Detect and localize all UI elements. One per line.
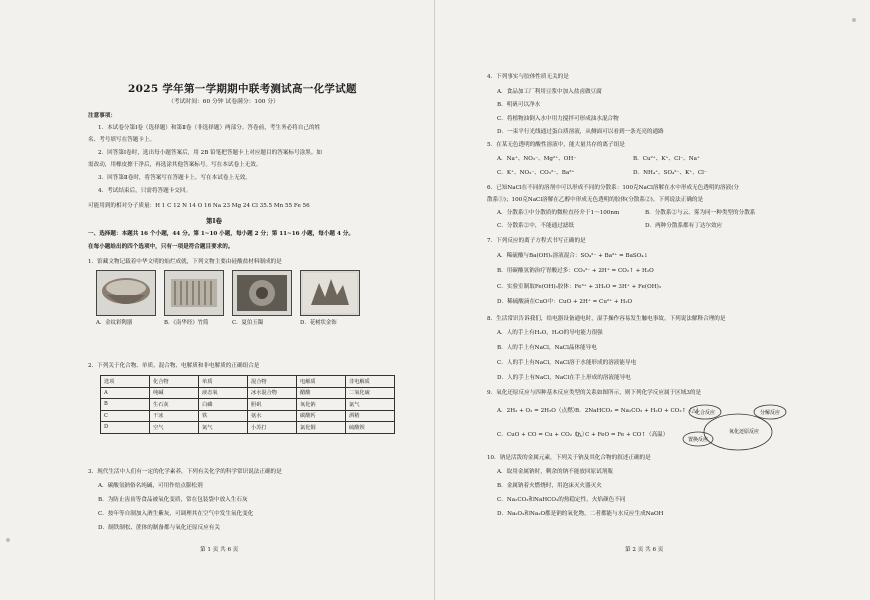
venn-label: 置换反应 — [687, 437, 709, 443]
table-cell: B — [101, 399, 150, 411]
q1-image-row — [96, 270, 358, 336]
table-cell: 铁 — [199, 410, 248, 422]
question-7: 7．下列反应的离子方程式书写正确的是 — [487, 238, 586, 244]
question-6-line-2: 散系①)；100克NaCl溶解在乙醇中形成无色透明的胶体(分散系②)。下列说法正确的是 — [487, 197, 704, 203]
option-a: A．食品加工厂利用豆浆中加入盐卤做豆腐 — [497, 89, 602, 95]
question-2: 2．下列关于化合物、单质、混合物、电解质和非电解质的正确组合是 — [88, 363, 260, 369]
section-heading: 一、选择题：本题共 16 个小题，44 分。第 1~10 小题，每小题 2 分；第 11~16 小题，每小题 4 分。 — [88, 231, 354, 237]
table-cell: 氧化钠 — [297, 399, 346, 411]
jade-image — [232, 270, 292, 316]
option-c: C．CuO + CO = Cu + CO₂（△） — [497, 432, 588, 438]
table-cell: 冰水混合物 — [248, 387, 297, 399]
table-cell: 二氧化硫 — [346, 387, 395, 399]
option-d: D．制铁制松、蔗体的制备都与氧化还原反应有关 — [98, 525, 220, 531]
note-line: 4．考试结束后，只需将答题卡交回。 — [98, 188, 192, 194]
note-line: 2．回答第Ⅰ卷时，选出每小题答案后，用 2B 铅笔把答题卡上对应题目的答案标号涂黑。如 — [98, 150, 322, 156]
classification-table — [100, 375, 395, 434]
option-b: B．人的手上有NaCl，NaCl晶体能导电 — [497, 345, 597, 351]
table-cell: 氯化铜 — [297, 422, 346, 434]
table-header-cell: 电解质 — [297, 376, 346, 388]
notes-heading: 注意事项： — [88, 113, 116, 119]
table-cell: 酒精 — [346, 410, 395, 422]
option-c: C．实验室制取Fe(OH)₃胶体：Fe³⁺ + 3H₂O = 3H⁺ + Fe(OH)₃ — [497, 284, 662, 290]
option-c: C．Na₂CO₃和NaHCO₃的热稳定性，火焰颜色不同 — [497, 497, 626, 503]
option-d: D．一束平行光线通过蛋白质溶液，从侧面可以看到一条光亮的通路 — [497, 129, 664, 135]
note-line: 3．回答第Ⅱ卷时，将答案写在答题卡上。写在本试卷上无效。 — [98, 175, 251, 181]
table-cell: 生石灰 — [150, 399, 199, 411]
option-c: C．分散系②中，不能通过滤纸 — [497, 223, 574, 229]
option-a: A．取用金属钠时，剩余的钠不能放回原试剂瓶 — [497, 469, 613, 475]
option-d: D．NH₄⁺、SO₄²⁻、K⁺、Cl⁻ — [633, 170, 707, 176]
page-footer: 第 2 页 共 6 页 — [625, 547, 664, 553]
table-cell: 干冰 — [150, 410, 199, 422]
table-cell: 白磷 — [199, 399, 248, 411]
venn-label: 氧化还原反应 — [728, 429, 760, 435]
volume-heading: 第Ⅰ卷 — [206, 217, 223, 225]
table-cell: 液态氧 — [199, 387, 248, 399]
option-a: A．碳酸氢钠俗名纯碱，可用作焙点膨松剂 — [98, 483, 203, 489]
table-cell: 氨水 — [248, 410, 297, 422]
question-8: 8．生活常识告诉我们，给电器设备通电时，湿手操作容易发生触电事故。下列说法解释合理的是 — [487, 316, 726, 322]
note-line: 名、考号填写在答题卡上。 — [88, 137, 156, 143]
table-header-row — [101, 376, 395, 388]
exam-title: 2025 学年第一学期期中联考测试高一化学试题 — [128, 83, 357, 95]
gold-ornament-image — [300, 270, 360, 316]
table-cell: 纯碱 — [150, 387, 199, 399]
table-cell: 空气 — [150, 422, 199, 434]
question-5: 5．在某无色透明的酸性溶液中，能大量共存的离子组是 — [487, 142, 625, 148]
table-header-cell: 选项 — [101, 376, 150, 388]
option-b: B．《南华经》竹简 — [164, 320, 209, 326]
reaction-venn-diagram — [680, 402, 790, 457]
option-a: A．金纹彩陶器 — [96, 320, 133, 326]
table-cell: 碳酸钙 — [297, 410, 346, 422]
pottery-image — [96, 270, 156, 316]
option-a: A．2H₂ + O₂ = 2H₂O（点燃） — [497, 408, 579, 414]
option-d: D．Na₂O₂和Na₂O都是钠的氧化物，二者都能与水反应生成NaOH — [497, 511, 664, 517]
question-4: 4．下列事实与胶体性质无关的是 — [487, 74, 569, 80]
question-6-line-1: 6．已知NaCl在不同的溶剂中可以形成不同的分散系：100克NaCl溶解在水中形成无色透明的溶液(分 — [487, 185, 739, 191]
option-c: C．人的手上有NaCl，NaCl溶于水能形成的溶液能导电 — [497, 360, 637, 366]
table-cell: 氯气 — [346, 399, 395, 411]
option-a: A．Na⁺、NO₃⁻、Mg²⁺、OH⁻ — [497, 156, 577, 162]
table-cell: 醋酸 — [297, 387, 346, 399]
option-b: B．金属钠着火燃烧时，用泡沫灭火器灭火 — [497, 483, 602, 489]
option-a: A．分散系①中分散质的微粒直径介于1～100nm — [497, 210, 620, 216]
option-c: C．K⁺、NO₃⁻、CO₃²⁻、Ba²⁺ — [497, 170, 575, 176]
question-1: 1．馆藏文物记载着中华文明的灿烂成就，下列文物主要由硅酸盐材料制成的是 — [88, 259, 282, 265]
option-c: C．按年等自制加入酒生紫灰，可调理其在空气中发生氧化变化 — [98, 511, 254, 517]
option-b: B．2NaHCO₃ = Na₂CO₃ + H₂O + CO₂↑（△） — [575, 408, 702, 414]
option-b: B．用碳酸氢钠治疗胃酸过多：CO₃²⁻ + 2H⁺ = CO₂↑ + H₂O — [497, 268, 654, 274]
table-header-cell: 单质 — [199, 376, 248, 388]
table-cell: 硫酸钡 — [346, 422, 395, 434]
option-c: C．夏伯玉镯 — [232, 320, 264, 326]
option-a: A．人的手上有H₂O，H₂O的导电能力很强 — [497, 330, 603, 336]
option-d: D．稀硫酸滴在CuO中：CuO + 2H⁺ = Cu²⁺ + H₂O — [497, 299, 633, 305]
option-b: B．明矾可以净水 — [497, 102, 541, 108]
option-c: C．将植物油倒入水中用力搅拌可形成油水混合物 — [497, 116, 619, 122]
question-10: 10．钠是活泼的金属元素，下列关于钠及其化合物的叙述正确的是 — [487, 455, 651, 461]
atomic-masses: 可能用到的相对分子质量：H 1 C 12 N 14 O 16 Na 23 Mg 24 Cl 35.5 Mn 55 Fe 56 — [88, 203, 310, 209]
note-line: 1．本试卷分第Ⅰ卷（选择题）和第Ⅱ卷（非选择题）两部分。答卷前，考生务必将自己的姓 — [98, 125, 321, 131]
bamboo-slip-image — [164, 270, 224, 316]
table-cell: 小苏打 — [248, 422, 297, 434]
option-b: B．分散系②与云、雾为同一种类型的分散系 — [645, 210, 756, 216]
option-d: D．人的手上有NaCl，NaCl在手上形成的溶液能导电 — [497, 375, 631, 381]
table-row — [101, 422, 395, 434]
table-cell: 胆矾 — [248, 399, 297, 411]
page-footer: 第 1 页 共 6 页 — [200, 547, 239, 553]
table-header-cell: 化合物 — [150, 376, 199, 388]
option-b: B．为防止齿齿等食品被氧化变质，常在包装袋中放入生石灰 — [98, 497, 248, 503]
question-3: 3．现代生活中人们有一定的化学素养，下列有关化学的科学常识说法正确的是 — [88, 469, 282, 475]
section-subheading: 在每小题给出的四个选项中，只有一项是符合题目要求的。 — [88, 244, 234, 250]
scan-speck — [6, 538, 10, 542]
option-d: D．C + FeO = Fe + CO↑（高温） — [575, 432, 669, 438]
option-d: D．两种分散系都有丁达尔效应 — [645, 223, 723, 229]
venn-label: 分解反应 — [759, 410, 781, 416]
table-row — [101, 410, 395, 422]
option-d: D．花树状金饰 — [300, 320, 337, 326]
scan-speck — [852, 18, 856, 22]
venn-label: 化合反应 — [694, 410, 716, 416]
note-line: 需改动，用橡皮擦干净后，再选涂其他答案标号。写在本试卷上无效。 — [88, 162, 262, 168]
table-cell: D — [101, 422, 150, 434]
option-a: A．稀硫酸与Ba(OH)₂溶液混合：SO₄²⁻ + Ba²⁺ = BaSO₄↓ — [497, 253, 649, 259]
table-row — [101, 387, 395, 399]
table-row — [101, 399, 395, 411]
table-cell: A — [101, 387, 150, 399]
table-cell: 氮气 — [199, 422, 248, 434]
right-page — [435, 0, 870, 600]
table-header-cell: 混合物 — [248, 376, 297, 388]
question-9: 9．氧化还原反应与四种基本反应类型的关系如图所示，则下列化学反应属于区域3的是 — [487, 390, 702, 396]
exam-meta: （考试时间：60 分钟 试卷满分：100 分） — [168, 99, 279, 105]
option-b: B．Cu²⁺、K⁺、Cl⁻、Na⁺ — [633, 156, 700, 162]
table-header-cell: 非电解质 — [346, 376, 395, 388]
table-cell: C — [101, 410, 150, 422]
